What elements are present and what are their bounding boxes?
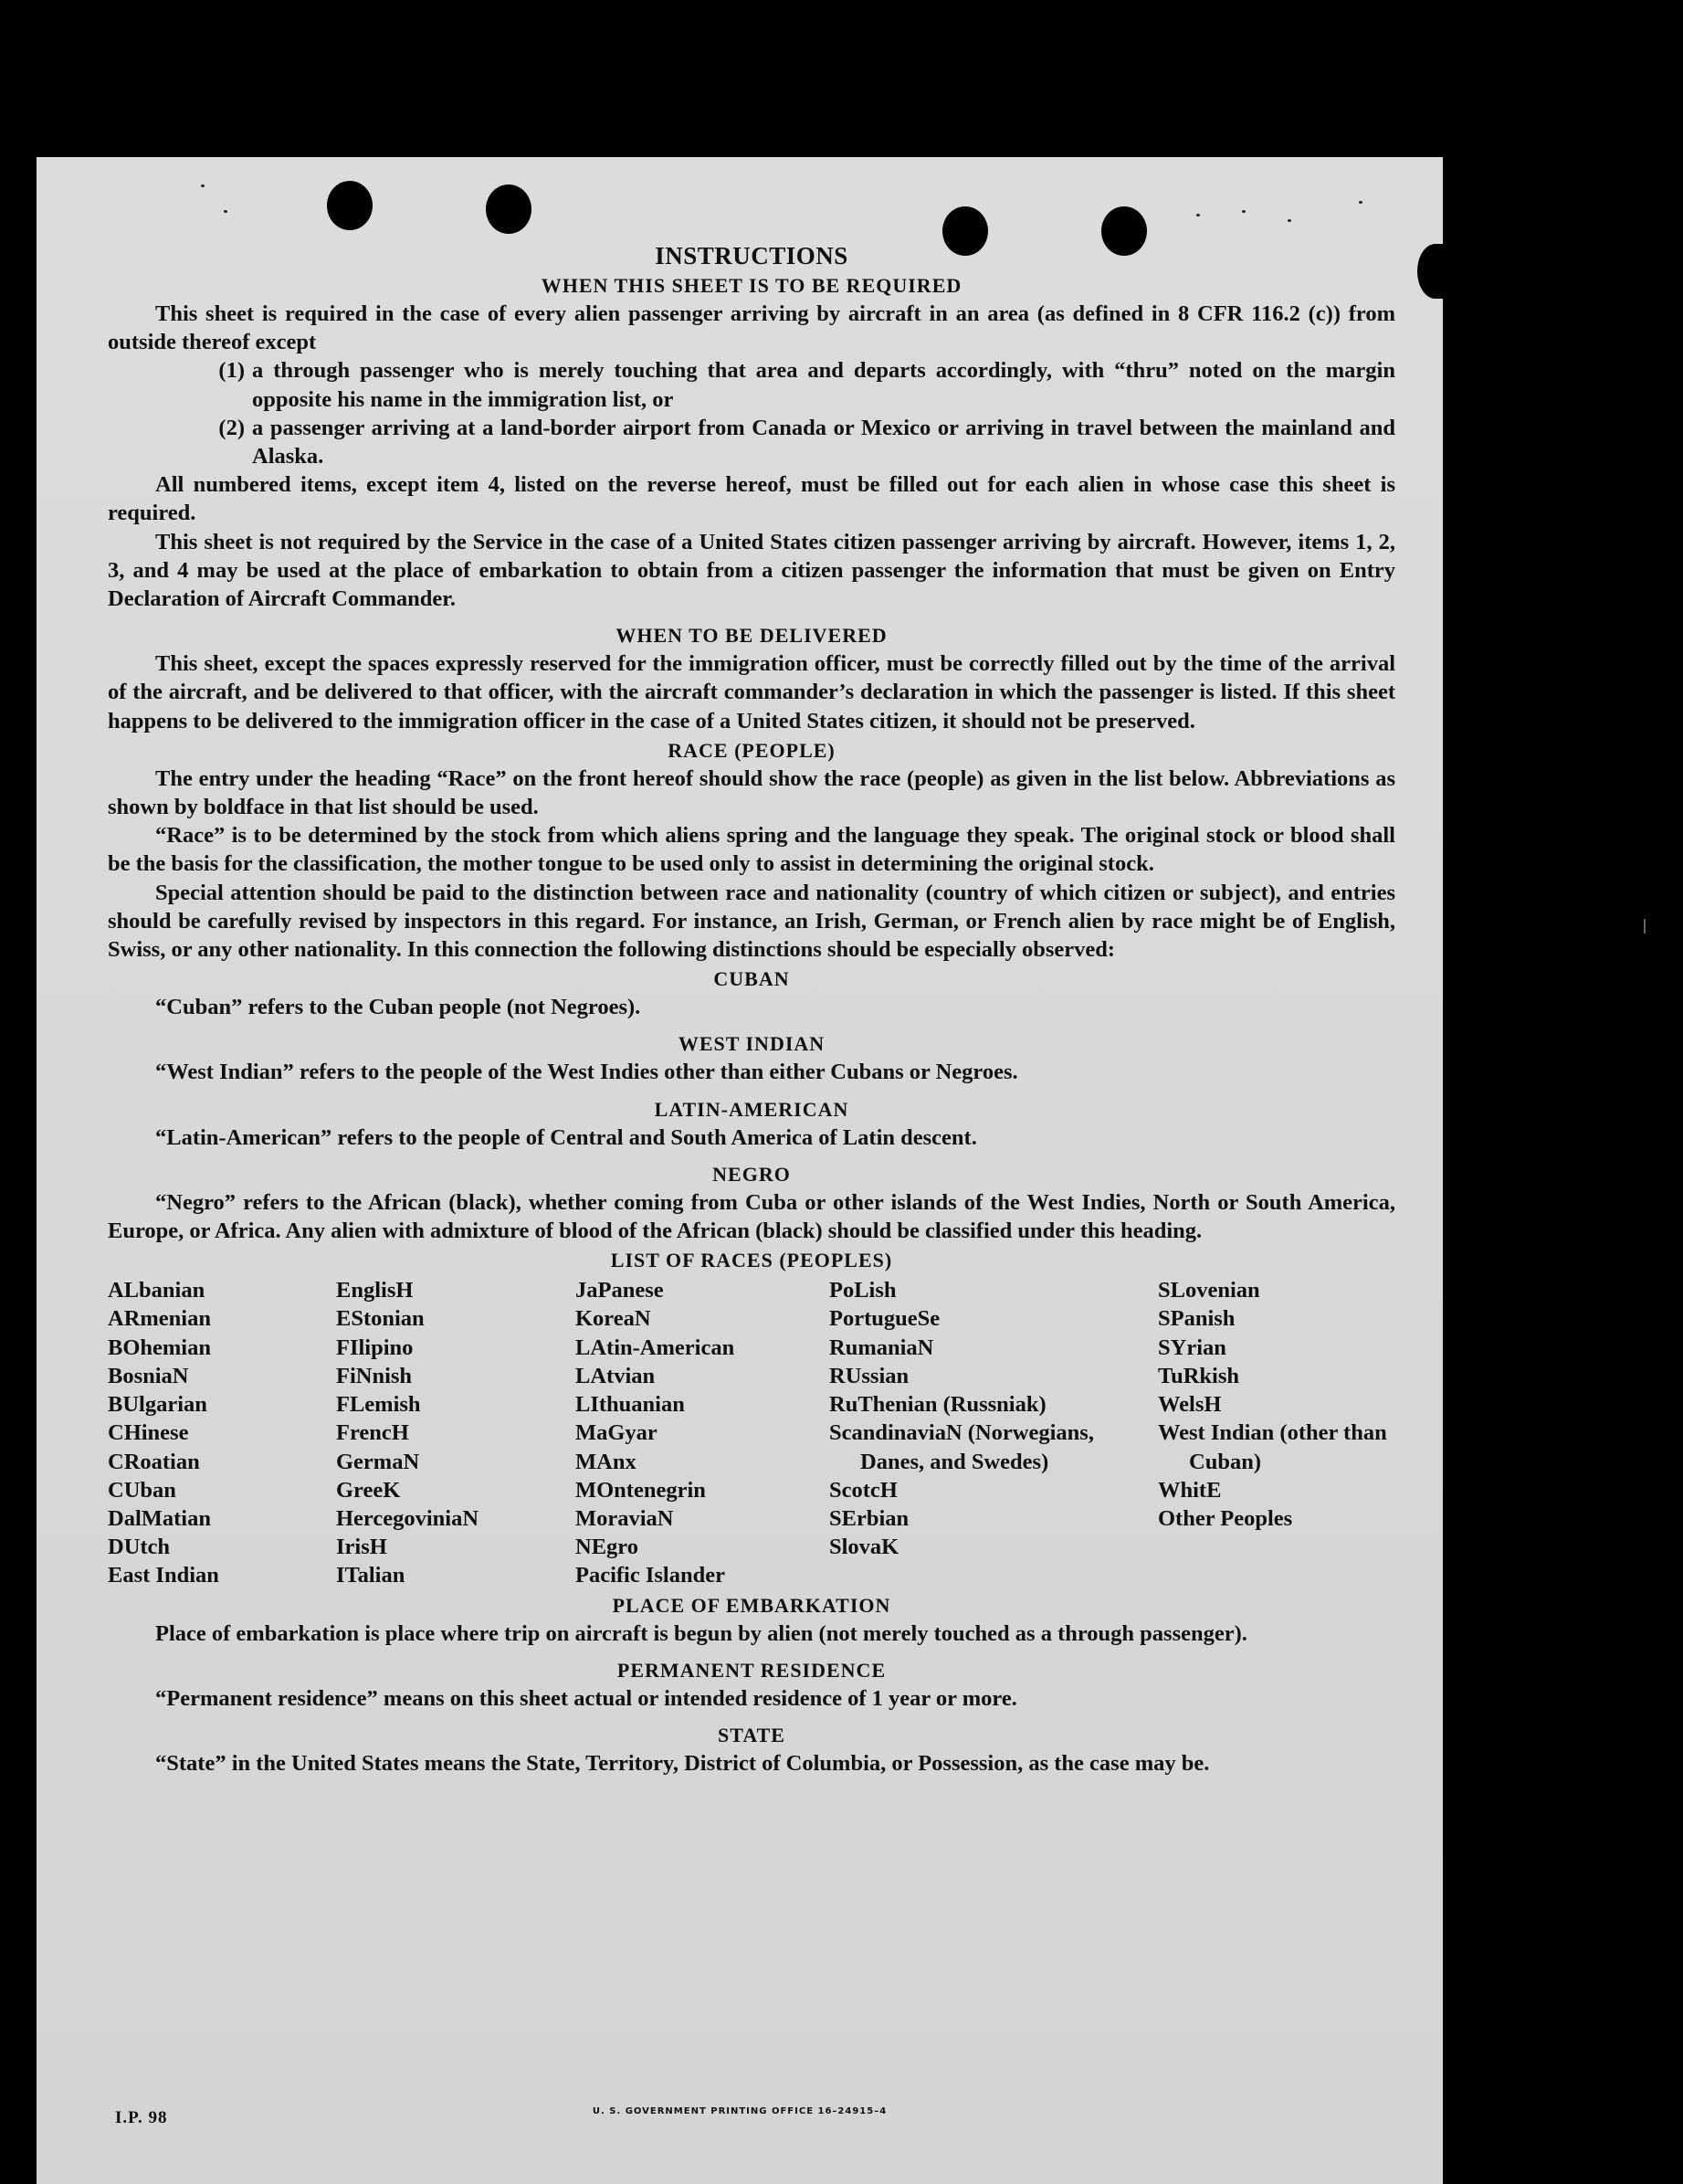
race-entry: CRoatian (108, 1449, 200, 1474)
race-entry: KoreaN (575, 1306, 651, 1332)
race-entry: RuThenian (Russniak) (829, 1392, 1047, 1418)
race-entry: BOhemian (108, 1335, 211, 1360)
heading-negro: NEGRO (712, 1162, 791, 1186)
race-entry: EnglisH (336, 1278, 414, 1303)
page-title: INSTRUCTIONS (655, 242, 848, 269)
race-para-2: “Race” is to be determined by the stock from which aliens spring and the language they speak. The original stock or blood shall be the basis for the classification, the mother tongue to be used only to assist in determining the original stock. (108, 823, 1395, 877)
race-para-3: Special attention should be paid to the distinction between race and nationality (country of which citizen or subject), and entries should be carefully revised by inspectors in this regard. For instance, an Irish, German, or French alien by race might be of English, Swiss, or any other nationality. In this connection the following distinctions should be especially observed: (108, 880, 1395, 963)
race-entry: RUssian (829, 1363, 910, 1388)
paper-speck (1196, 214, 1200, 216)
race-entry: LAtvian (575, 1363, 656, 1388)
exception-text: a passenger arriving at a land-border airport from Canada or Mexico or arriving in travel between the mainland and Alaska. (252, 415, 1395, 470)
race-entry: FLemish (336, 1392, 421, 1418)
race-column (108, 1276, 336, 1589)
state-text: “State” in the United States means the State, Territory, District of Columbia, or Possession, as the case may be. (155, 1750, 1210, 1776)
form-number: I.P. 98 (115, 2108, 168, 2127)
race-entry: DUtch (108, 1535, 171, 1560)
race-entry: SPanish (1158, 1306, 1236, 1332)
race-entry: SYrian (1158, 1335, 1226, 1360)
race-entry: JaPanese (575, 1278, 664, 1303)
instructions-content (108, 241, 1395, 1778)
race-entry: ScandinaviaN (Norwegians, Danes, and Swedes) (829, 1420, 1094, 1474)
permanent-residence-text: “Permanent residence” means on this sheet actual or intended residence of 1 year or more. (155, 1685, 1017, 1711)
race-para-1: The entry under the heading “Race” on the front hereof should show the race (people) as given in the list below. Abbreviations as shown by boldface in that list should be used. (108, 765, 1395, 820)
race-entry: Pacific Islander (575, 1563, 725, 1588)
when-required-para-2: All numbered items, except item 4, listed on the reverse hereof, must be filled out for each alien in whose case this sheet is required. (108, 472, 1395, 526)
heading-state: STATE (718, 1723, 785, 1746)
when-required-intro: This sheet is required in the case of every alien passenger arriving by aircraft in an area (as defined in 8 CFR 116.2 (c)) from outside thereof except (108, 301, 1395, 355)
heading-cuban: CUBAN (713, 967, 790, 991)
race-entry: BosniaN (108, 1363, 189, 1388)
race-entry: FrencH (336, 1420, 409, 1446)
race-entry: EStonian (336, 1306, 425, 1332)
race-entry: GreeK (336, 1477, 401, 1503)
cuban-text: “Cuban” refers to the Cuban people (not Negroes). (155, 995, 641, 1020)
latin-american-text: “Latin-American” refers to the people of Central and South America of Latin descent. (155, 1124, 977, 1150)
exception-text: a through passenger who is merely touching that area and departs accordingly, with “thru” noted on the margin opposite his name in the immigration list, or (252, 358, 1395, 412)
race-entry: MOntenegrin (575, 1477, 706, 1503)
race-entry: MoraviaN (575, 1505, 674, 1531)
race-entry: IrisH (336, 1535, 387, 1560)
heading-place-of-embarkation: PLACE OF EMBARKATION (612, 1593, 891, 1617)
heading-permanent-residence: PERMANENT RESIDENCE (616, 1658, 887, 1682)
page-edge-notch (1417, 244, 1454, 299)
race-column (336, 1276, 575, 1589)
scan-edge-mark (1644, 919, 1646, 934)
when-required-para-3: This sheet is not required by the Service in the case of a United States citizen passenger arriving by aircraft. However, items 1, 2, 3, and 4 may be used at the place of embarkation to obtain from a citizen passenger the information that must be given on Entry Declaration of Aircraft Commander. (108, 529, 1395, 612)
heading-when-delivered: WHEN TO BE DELIVERED (615, 624, 888, 648)
race-entry: SLovenian (1158, 1278, 1260, 1303)
exception-item (108, 356, 1395, 413)
paper-speck (201, 185, 205, 187)
negro-text: “Negro” refers to the African (black), whether coming from Cuba or other islands of the West Indies, North or South America, Europe, or Africa. Any alien with admixture of blood of the African (black) should be classified under this heading. (108, 1189, 1395, 1244)
instruction-sheet (37, 157, 1443, 2184)
paper-speck (1242, 210, 1246, 213)
race-entry: Other Peoples (1158, 1505, 1293, 1531)
punch-hole (486, 185, 531, 234)
race-entry: PortugueSe (829, 1306, 941, 1332)
race-entry: ALbanian (108, 1278, 205, 1303)
race-entry: GermaN (336, 1449, 420, 1474)
race-entry: SlovaK (829, 1535, 899, 1560)
printing-office-imprint: U. S. GOVERNMENT PRINTING OFFICE 16–24915–4 (592, 2106, 888, 2116)
race-column (575, 1276, 829, 1589)
race-entry: WhitE (1158, 1477, 1222, 1503)
race-entry: ARmenian (108, 1306, 211, 1332)
race-entry: MaGyar (575, 1420, 657, 1446)
when-delivered-text: This sheet, except the spaces expressly reserved for the immigration officer, must be correctly filled out by the time of the arrival of the aircraft, and be delivered to that officer, with the aircraft commander’s declaration in which the passenger is listed. If this sheet happens to be delivered to the immigration officer in the case of a United States citizen, it should not be preserved. (108, 651, 1395, 733)
race-entry: HercegoviniaN (336, 1505, 479, 1531)
race-entry: RumaniaN (829, 1335, 934, 1360)
race-entry: WelsH (1158, 1392, 1222, 1418)
west-indian-text: “West Indian” refers to the people of the West Indies other than either Cubans or Negroes. (155, 1060, 1018, 1085)
heading-latin-american: LATIN-AMERICAN (654, 1097, 849, 1121)
race-entry: TuRkish (1158, 1363, 1240, 1388)
exception-number: (1) (218, 358, 245, 384)
place-of-embarkation-text: Place of embarkation is place where trip on aircraft is begun by alien (not merely touched as a through passenger). (155, 1620, 1247, 1646)
race-column (1158, 1276, 1395, 1589)
exception-list (108, 356, 1395, 470)
race-entry: West Indian (other than Cuban) (1158, 1420, 1387, 1474)
punch-hole (327, 181, 373, 230)
race-entry: East Indian (108, 1563, 219, 1588)
heading-race: RACE (PEOPLE) (668, 738, 836, 762)
race-entry: PoLish (829, 1278, 897, 1303)
race-entry: NEgro (575, 1535, 638, 1560)
race-entry: FiNnish (336, 1363, 413, 1388)
race-entry: CUban (108, 1477, 176, 1503)
heading-list-of-races: LIST OF RACES (PEOPLES) (610, 1249, 893, 1272)
paper-speck (1359, 201, 1362, 204)
race-entry: ScotcH (829, 1477, 898, 1503)
race-entry: DalMatian (108, 1505, 211, 1531)
race-entry: MAnx (575, 1449, 636, 1474)
race-entry: LAtin-American (575, 1335, 735, 1360)
race-entry: BUlgarian (108, 1392, 207, 1418)
heading-when-required: WHEN THIS SHEET IS TO BE REQUIRED (541, 274, 962, 297)
race-column (829, 1276, 1158, 1589)
race-entry: ITalian (336, 1563, 405, 1588)
heading-west-indian: WEST INDIAN (678, 1032, 826, 1056)
race-entry: FIlipino (336, 1335, 414, 1360)
race-entry: SErbian (829, 1505, 910, 1531)
race-entry: LIthuanian (575, 1392, 685, 1418)
exception-item (108, 414, 1395, 470)
exception-number: (2) (218, 415, 245, 440)
paper-speck (1288, 219, 1291, 222)
race-list (108, 1276, 1395, 1589)
race-entry: CHinese (108, 1420, 189, 1446)
paper-speck (224, 210, 227, 213)
